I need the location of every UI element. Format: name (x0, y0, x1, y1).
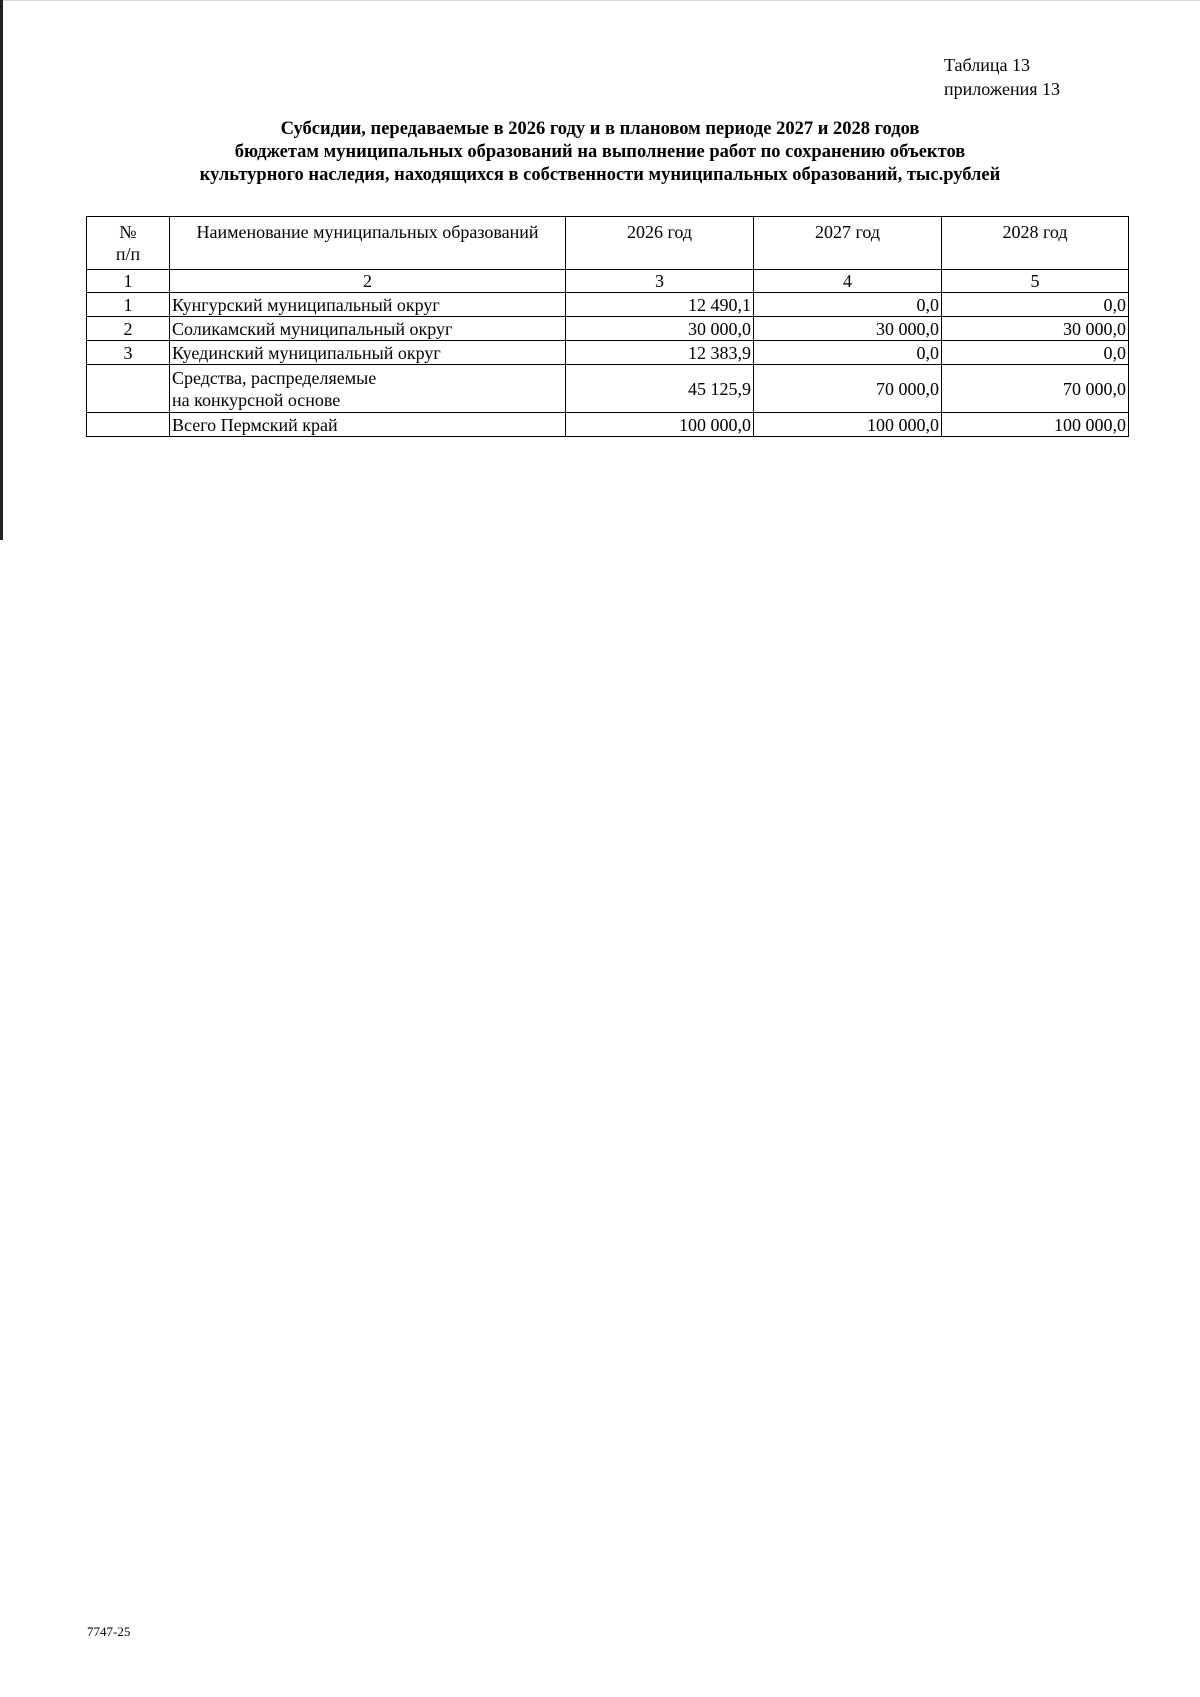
table-number: Таблица 13 (944, 55, 1030, 75)
table-row (87, 293, 1129, 317)
municipality-name (170, 365, 566, 413)
total-label: Всего Пермский край (170, 413, 566, 437)
value-2028: 30 000,0 (942, 317, 1129, 341)
table-row (87, 341, 1129, 365)
header-2026: 2026 год (566, 217, 754, 270)
column-index: 5 (942, 270, 1129, 293)
value-2026: 12 383,9 (566, 341, 754, 365)
header-num (87, 217, 170, 270)
header-num-line1: № (119, 222, 137, 242)
value-2028: 70 000,0 (942, 365, 1129, 413)
header-num-line2: п/п (115, 244, 141, 264)
value-2028: 0,0 (942, 293, 1129, 317)
municipality-name: Соликамский муниципальный округ (170, 317, 566, 341)
header-2027: 2027 год (754, 217, 942, 270)
municipality-name: Куединский муниципальный округ (170, 341, 566, 365)
value-2028: 0,0 (942, 341, 1129, 365)
header-name: Наименование муниципальных образований (170, 217, 566, 270)
row-number (87, 365, 170, 413)
value-2026: 12 490,1 (566, 293, 754, 317)
title-line-2: бюджетам муниципальных образований на выполнение работ по сохранению объектов (234, 142, 966, 162)
header-row (87, 217, 1129, 270)
value-2027: 30 000,0 (754, 317, 942, 341)
total-row (87, 413, 1129, 437)
scan-edge (0, 0, 3, 540)
page-edge-top (0, 0, 1200, 1)
document-title (120, 118, 1080, 187)
table-row (87, 365, 1129, 413)
column-index: 3 (566, 270, 754, 293)
title-line-3: культурного наследия, находящихся в собственности муниципальных образований, тыс.рублей (199, 165, 1001, 185)
total-2026: 100 000,0 (566, 413, 754, 437)
value-2027: 0,0 (754, 293, 942, 317)
value-2027: 70 000,0 (754, 365, 942, 413)
appendix-number: приложения 13 (944, 79, 1061, 99)
total-2027: 100 000,0 (754, 413, 942, 437)
column-index: 2 (170, 270, 566, 293)
name-line-1: Средства, распределяемые (172, 367, 377, 388)
column-index: 1 (87, 270, 170, 293)
title-line-1: Субсидии, передаваемые в 2026 году и в плановом периоде 2027 и 2028 годов (280, 119, 920, 139)
column-index: 4 (754, 270, 942, 293)
row-number (87, 413, 170, 437)
table-row (87, 317, 1129, 341)
row-number: 3 (87, 341, 170, 365)
value-2027: 0,0 (754, 341, 942, 365)
document-code: 7747-25 (87, 1624, 131, 1639)
row-number: 1 (87, 293, 170, 317)
row-number: 2 (87, 317, 170, 341)
column-index-row (87, 270, 1129, 293)
table-reference (944, 53, 1060, 101)
value-2026: 45 125,9 (566, 365, 754, 413)
subsidies-table (86, 216, 1129, 437)
value-2026: 30 000,0 (566, 317, 754, 341)
name-line-2: на конкурсной основе (172, 389, 341, 410)
total-2028: 100 000,0 (942, 413, 1129, 437)
municipality-name: Кунгурский муниципальный округ (170, 293, 566, 317)
header-2028: 2028 год (942, 217, 1129, 270)
